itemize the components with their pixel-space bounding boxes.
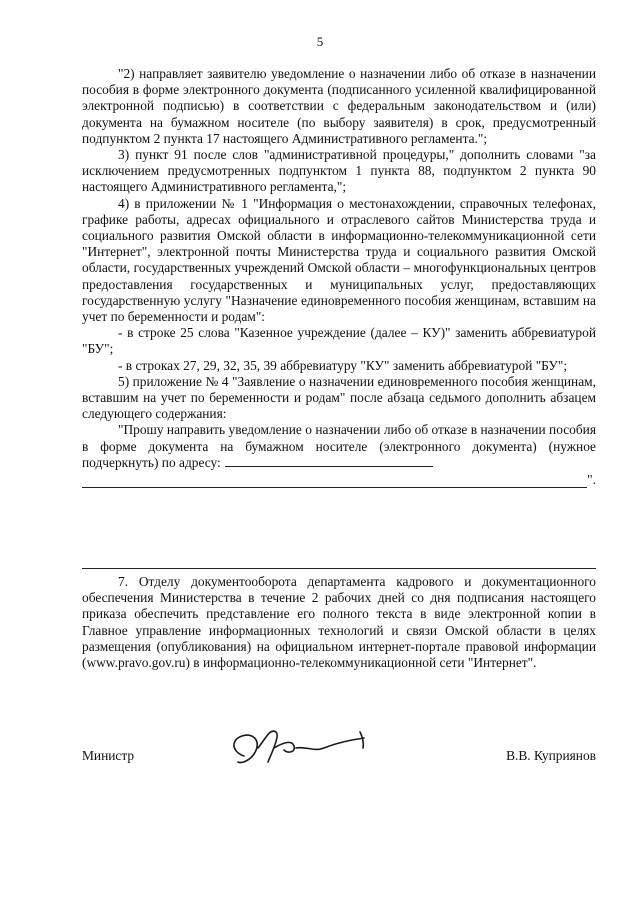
page-number: 5 bbox=[316, 34, 324, 49]
section-7 bbox=[82, 574, 596, 671]
document-body bbox=[82, 66, 596, 488]
signer-name: В.В. Куприянов bbox=[506, 748, 596, 763]
paragraph-item-3: 3) пункт 91 после слов "административной процедуры," дополнить словами "за исключением предусмотренных подпунктом 1 пункта 88, подпунктом 2 пункта 90 настоящего Административного регламента,"; bbox=[82, 147, 596, 195]
paragraph-item-7: 7. Отделу документооборота департамента кадрового и документационного обеспечения Министерства в течение 2 рабочих дней со дня подписания настоящего приказа обеспечить представление его полного текста в виде электронной копии в Главное управление информационных технологий и связи Омской области в целях размещения (опубликования) на официальном интернет-портале правовой информации (www.pravo.gov.ru) в информационно-телекоммуникационной сети "Интернет". bbox=[82, 574, 596, 671]
paragraph-item-5: 5) приложение № 4 "Заявление о назначении единовременного пособия женщинам, вставшим на учет по беременности и родам" после абзаца седьмого дополнить абзацем следующего содержания: bbox=[82, 373, 596, 422]
address-blank-line-2 bbox=[82, 476, 587, 488]
paragraph-row-25: - в строке 25 слова "Казенное учреждение (далее – КУ)" заменить аббревиатурой "БУ"; bbox=[82, 325, 596, 357]
paragraph-rows-27-39: - в строках 27, 29, 32, 35, 39 аббревиатуру "КУ" заменить аббревиатурой "БУ"; bbox=[118, 357, 568, 373]
section-divider bbox=[82, 568, 596, 569]
paragraph-subpoint-2: "2) направляет заявителю уведомление о назначении либо об отказе в назначении пособия в форме электронного документа (подписанного усиленной квалифицированной электронной подписью) в соответствии с федеральным законодательством и (или) документа на бумажном носителе (по выбору заявителя) в срок, предусмотренный подпунктом 2 пункта 17 настоящего Административного регламента."; bbox=[82, 66, 596, 146]
insert-end: ". bbox=[587, 471, 596, 487]
paragraph-item-4: 4) в приложении № 1 "Информация о местонахождении, справочных телефонах, графике работы, адресах официального и отраслевого сайтов Министерства труда и социального развития Омской области в информационно-телекоммуникационной сети "Интернет", электронной почты Министерства труда и социального развития Омской области, государственных учреждений Омской области – многофункциональных центров предоставления государственных и муниципальных услуг, предоставляющих государственную услугу "Назначение единовременного пособия женщинам, вставшим на учет по беременности и родам": bbox=[82, 195, 596, 325]
address-blank-line-full bbox=[82, 471, 596, 488]
handwritten-signature bbox=[214, 718, 394, 778]
insert-text: "Прошу направить уведомление о назначении либо об отказе в назначении пособия в форме документа на бумажном носителе (электронного документа) (нужное подчеркнуть) по адресу: bbox=[82, 422, 596, 470]
address-blank-line bbox=[225, 455, 433, 467]
signer-role: Министр bbox=[82, 748, 135, 763]
insert-paragraph bbox=[82, 422, 596, 471]
signature-block bbox=[82, 718, 596, 778]
